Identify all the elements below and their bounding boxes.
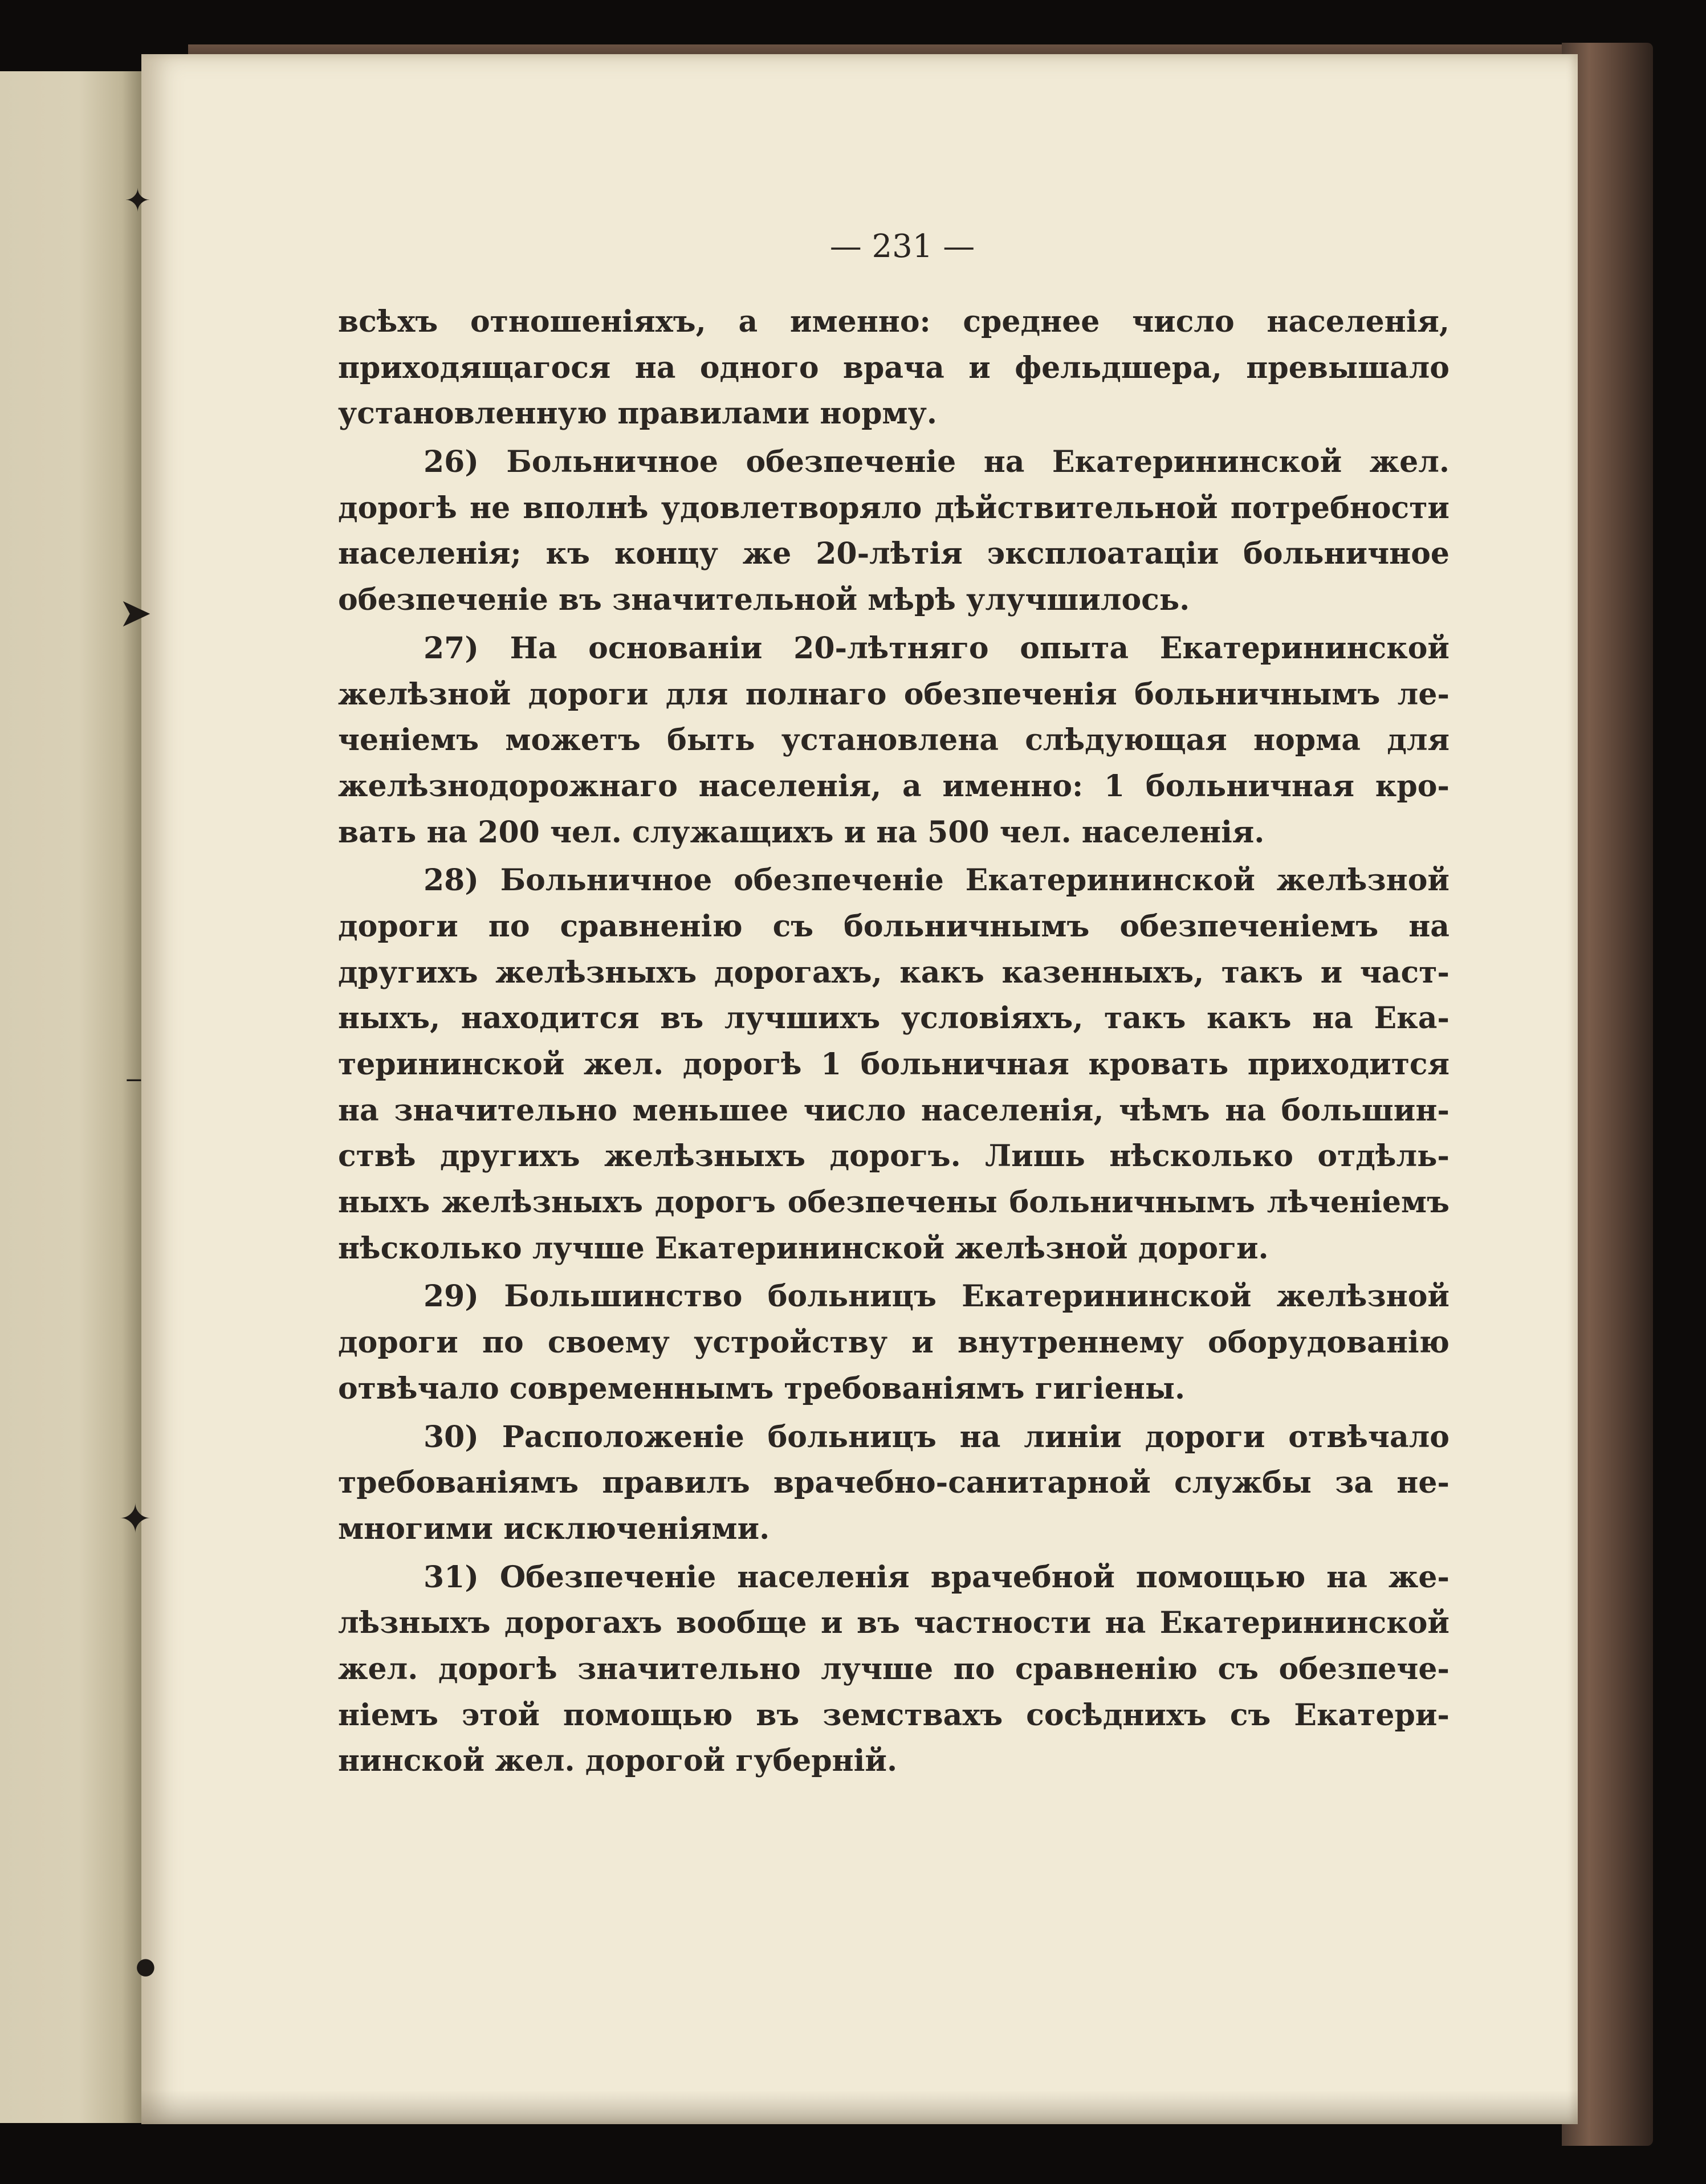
page-bottom-shadow bbox=[141, 2090, 1578, 2124]
text-line: желѣзнодорожнаго населенія, а именно: 1 больничная кро- bbox=[338, 768, 1450, 804]
text-line: дороги по своему устройству и внутреннему оборудованію bbox=[338, 1325, 1450, 1360]
binding-stitch-icon: ➤ bbox=[119, 589, 152, 636]
text-line: на значительно меньшее число населенія, чѣмъ на большин- bbox=[338, 1093, 1450, 1128]
text-line: дороги по сравненію съ больничнымъ обезпеченіемъ на bbox=[338, 908, 1450, 944]
text-line: 29) Большинство больницъ Екатерининской желѣзной bbox=[424, 1279, 1450, 1314]
text-line: ченіемъ можетъ быть установлена слѣдующая норма для bbox=[338, 723, 1450, 758]
text-line: ныхъ желѣзныхъ дорогъ обезпечены больничнымъ лѣченіемъ bbox=[338, 1185, 1450, 1220]
binding-stitch-icon: ● bbox=[136, 1953, 156, 1979]
text-line: нѣсколько лучше Екатерининской желѣзной дороги. bbox=[338, 1230, 1269, 1266]
page-number: — 231 — bbox=[829, 228, 975, 265]
binding-stitch-icon: − bbox=[124, 1067, 144, 1093]
text-line: 26) Больничное обезпеченіе на Екатерининской жел. bbox=[424, 445, 1450, 480]
text-line: лѣзныхъ дорогахъ вообще и въ частности на Екатерининской bbox=[338, 1606, 1450, 1641]
text-line: приходящагося на одного врача и фельдшера, превышало bbox=[338, 350, 1450, 385]
binding-stitch-icon: ✦ bbox=[119, 1496, 152, 1542]
text-line: дорогѣ не вполнѣ удовлетворяло дѣйствительной потребности bbox=[338, 490, 1450, 525]
body-text bbox=[338, 299, 1450, 1784]
text-line: другихъ желѣзныхъ дорогахъ, какъ казенныхъ, такъ и част- bbox=[338, 955, 1450, 990]
text-line: отвѣчало современнымъ требованіямъ гигіены. bbox=[338, 1371, 1186, 1406]
text-line: всѣхъ отношеніяхъ, а именно: среднее число населенія, bbox=[338, 304, 1450, 339]
text-line: нинской жел. дорогой губерній. bbox=[338, 1743, 898, 1779]
text-line: ніемъ этой помощью въ земствахъ сосѣднихъ съ Екатери- bbox=[338, 1697, 1450, 1733]
text-line: 27) На основаніи 20-лѣтняго опыта Екатерининской bbox=[424, 630, 1450, 666]
text-line: обезпеченіе въ значительной мѣрѣ улучшилось. bbox=[338, 582, 1190, 618]
text-line: многими исключеніями. bbox=[338, 1511, 770, 1546]
text-line: установленную правилами норму. bbox=[338, 396, 937, 431]
text-line: населенія; къ концу же 20-лѣтія эксплоатаціи больничное bbox=[338, 536, 1450, 572]
text-line: требованіямъ правилъ врачебно-санитарной службы за не- bbox=[338, 1465, 1450, 1501]
book-page bbox=[119, 54, 1578, 2124]
text-line: 31) Обезпеченіе населенія врачебной помощью на же- bbox=[424, 1559, 1450, 1595]
text-line: ныхъ, находится въ лучшихъ условіяхъ, такъ какъ на Ека- bbox=[338, 1001, 1450, 1036]
binding-stitch-icon: ✦ bbox=[124, 182, 151, 219]
text-line: жел. дорогѣ значительно лучше по сравненію съ обезпече- bbox=[338, 1651, 1450, 1686]
text-line: терининской жел. дорогѣ 1 больничная кровать приходится bbox=[338, 1047, 1450, 1082]
text-line: 30) Расположеніе больницъ на линіи дороги отвѣчало bbox=[424, 1419, 1450, 1454]
text-line: вать на 200 чел. служащихъ и на 500 чел. населенія. bbox=[338, 814, 1265, 850]
text-line: ствѣ другихъ желѣзныхъ дорогъ. Лишь нѣсколько отдѣль- bbox=[338, 1139, 1450, 1174]
text-line: желѣзной дороги для полнаго обезпеченія больничнымъ ле- bbox=[338, 677, 1450, 712]
left-facing-page bbox=[0, 71, 144, 2123]
text-line: 28) Больничное обезпеченіе Екатерининской желѣзной bbox=[424, 863, 1450, 898]
